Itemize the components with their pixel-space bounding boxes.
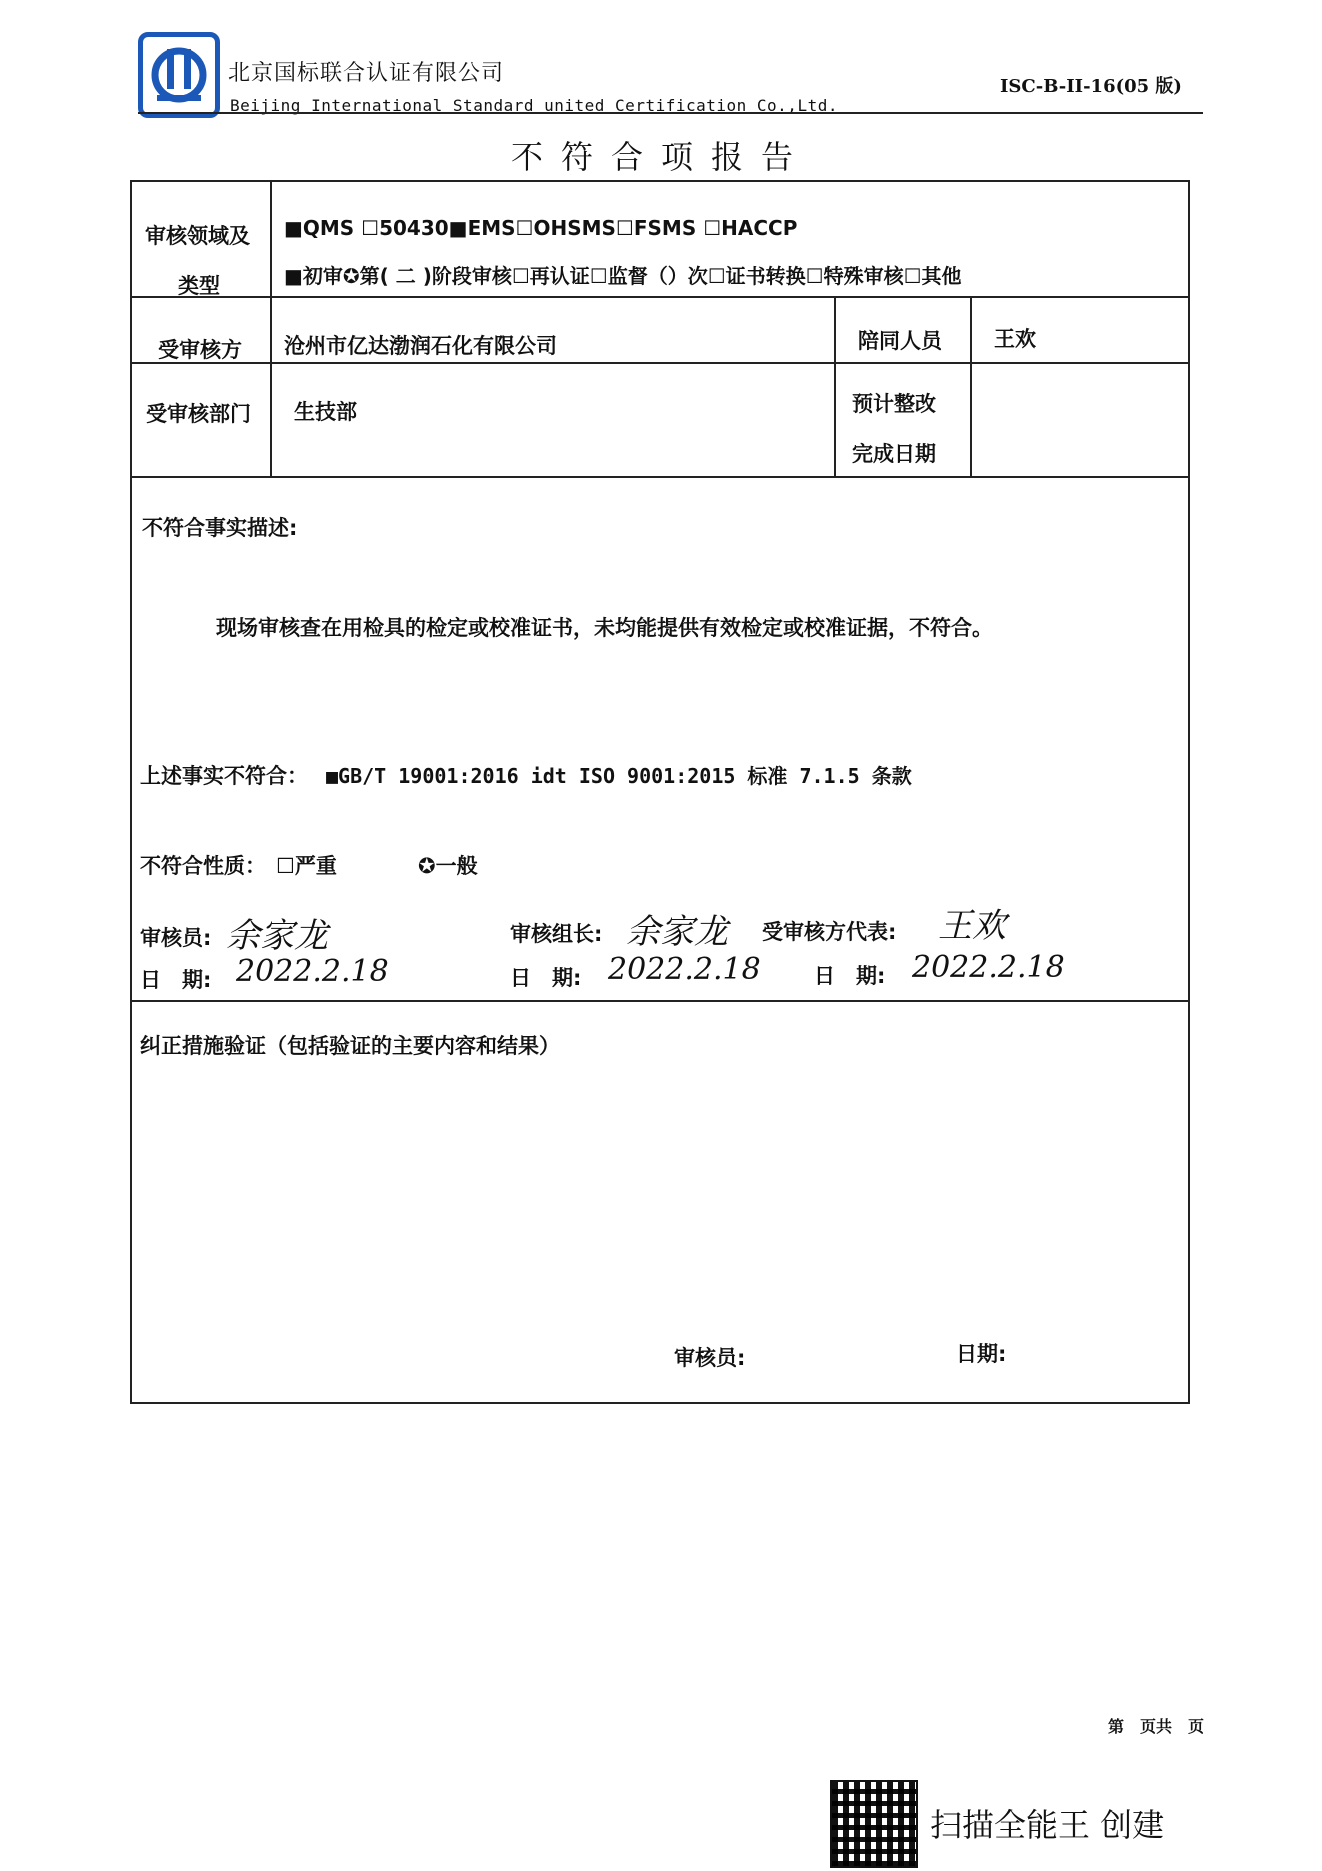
nature-minor-option: ✪一般 <box>418 854 478 878</box>
department-label: 受审核部门 <box>146 402 251 426</box>
verification-heading: 纠正措施验证（包括验证的主要内容和结果） <box>140 1034 560 1058</box>
scan-app-watermark: 扫描全能王 创建 <box>930 1806 1165 1844</box>
row-divider <box>130 476 1190 478</box>
form-code: ISC-B-II-16(05 版) <box>1000 76 1182 97</box>
leader-date: 2022.2.18 <box>608 952 761 987</box>
auditor-date: 2022.2.18 <box>236 954 389 989</box>
clause-label: 上述事实不符合： <box>140 764 308 788</box>
row-divider <box>130 296 1190 298</box>
auditor-date-label: 日 期: <box>140 968 212 992</box>
audit-scope-label-line1: 审核领域及 <box>145 224 250 248</box>
representative-signature: 王欢 <box>938 906 1006 946</box>
representative-label: 受审核方代表: <box>762 920 897 944</box>
representative-date: 2022.2.18 <box>912 950 1065 985</box>
audit-scope-type: ■初审✪第( 二 )阶段审核☐再认证☐监督（）次☐证书转换☐特殊审核☐其他 <box>284 264 962 288</box>
nonconformity-heading: 不符合事实描述: <box>142 516 298 540</box>
report-title: 不符合项报告 <box>510 138 811 176</box>
audit-scope-label-line2: 类型 <box>178 274 220 298</box>
auditee-label: 受审核方 <box>158 338 242 362</box>
due-date-label-line2: 完成日期 <box>852 442 936 466</box>
companion-label: 陪同人员 <box>858 329 942 353</box>
row-divider <box>130 1000 1190 1002</box>
company-name-en: Beijing International Standard united Certification Co.,Ltd. <box>230 96 838 115</box>
column-divider <box>270 180 272 476</box>
column-divider <box>970 296 972 476</box>
logo-emblem-icon <box>143 37 215 113</box>
audit-scope-standards: ■QMS ☐50430■EMS☐OHSMS☐FSMS ☐HACCP <box>284 216 798 240</box>
due-date-label-line1: 预计整改 <box>852 392 936 416</box>
header-divider <box>138 112 1203 114</box>
leader-signature: 余家龙 <box>626 912 728 952</box>
leader-label: 审核组长: <box>510 922 603 946</box>
qr-code-icon <box>830 1780 918 1868</box>
verification-auditor-label: 审核员: <box>674 1346 746 1370</box>
department-value: 生技部 <box>294 400 357 424</box>
representative-date-label: 日 期: <box>814 964 886 988</box>
clause-value: ■GB/T 19001:2016 idt ISO 9001:2015 标准 7.1.5 条款 <box>326 764 912 788</box>
auditor-signature: 余家龙 <box>226 916 328 956</box>
leader-date-label: 日 期: <box>510 966 582 990</box>
companion-value: 王欢 <box>994 327 1036 351</box>
company-logo <box>138 32 220 118</box>
page-number: 第 页共 页 <box>1108 1717 1205 1736</box>
column-divider <box>834 296 836 476</box>
verification-date-label: 日期: <box>956 1342 1007 1366</box>
row-divider <box>130 362 1190 364</box>
nonconformity-description: 现场审核查在用检具的检定或校准证书，未均能提供有效检定或校准证据，不符合。 <box>216 616 993 640</box>
company-name-cn: 北京国标联合认证有限公司 <box>228 61 505 86</box>
auditor-label: 审核员: <box>140 926 212 950</box>
auditee-value: 沧州市亿达渤润石化有限公司 <box>284 334 557 358</box>
nature-label: 不符合性质： <box>140 854 266 878</box>
nature-major-option: ☐严重 <box>276 854 337 878</box>
